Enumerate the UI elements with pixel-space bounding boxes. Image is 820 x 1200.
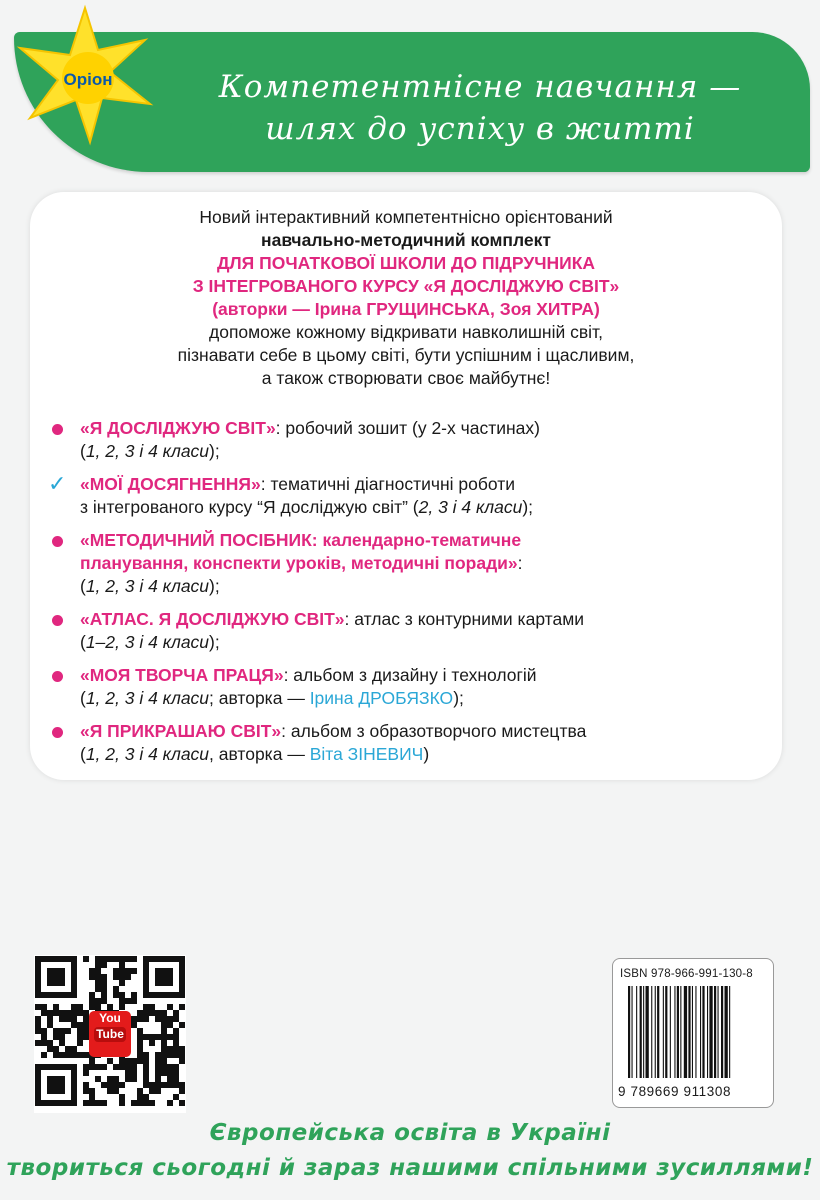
list-item: «АТЛАС. Я ДОСЛІДЖУЮ СВІТ»: атлас з контурними картами (1–2, 3 і 4 класи); — [48, 608, 768, 654]
bullet-icon — [52, 615, 63, 626]
list-item: «МЕТОДИЧНИЙ ПОСІБНИК: календарно-тематичне планування, конспекти уроків, методичні поради»: (1, 2, 3 і 4 класи); — [48, 529, 768, 598]
item-grades: 1, 2, 3 і 4 класи — [85, 744, 210, 764]
item-tail: ) — [423, 744, 430, 764]
logo-text: Оріон — [63, 70, 113, 89]
item-desc: : альбом з образотворчого мистецтва — [281, 721, 587, 741]
slogan-line-2: твориться сьогодні й зараз нашими спільними зусиллями! — [6, 1155, 814, 1181]
intro-line-3: ДЛЯ ПОЧАТКОВОЇ ШКОЛИ ДО ПІДРУЧНИКА — [216, 253, 596, 273]
item-author: Ірина ДРОБЯЗКО — [309, 688, 454, 708]
list-item: «Я ПРИКРАШАЮ СВІТ»: альбом з образотворчого мистецтва (1, 2, 3 і 4 класи, авторка — Віта ЗІНЕВИЧ) — [48, 720, 768, 766]
item-grades: 1, 2, 3 і 4 класи — [85, 688, 210, 708]
page-title — [160, 66, 800, 150]
bullet-icon — [52, 536, 63, 547]
qr-code[interactable] — [34, 955, 186, 1113]
item-desc: : альбом з дизайну і технологій — [283, 665, 537, 685]
list-item: «МОЯ ТВОРЧА ПРАЦЯ»: альбом з дизайну і технологій (1, 2, 3 і 4 класи; авторка — Ірина ДРОБЯЗКО); — [48, 664, 768, 710]
item-colon: : — [517, 553, 523, 573]
isbn-text: ISBN 978-966-991-130-8 — [620, 968, 753, 980]
item-tail: ); — [453, 688, 464, 708]
item-title: «АТЛАС. Я ДОСЛІДЖУЮ СВІТ» — [80, 609, 345, 629]
list-item: «Я ДОСЛІДЖУЮ СВІТ»: робочий зошит (у 2-х частинах) (1, 2, 3 і 4 класи); — [48, 417, 768, 463]
bullet-icon — [52, 424, 63, 435]
title-line-2: шлях до успіху в житті — [265, 111, 695, 147]
item-grades: 1, 2, 3 і 4 класи — [85, 576, 210, 596]
item-tail: ); — [209, 441, 220, 461]
item-desc: : тематичні діагностичні роботи — [260, 474, 516, 494]
list-item — [48, 473, 768, 519]
intro-line-4: З ІНТЕГРОВАНОГО КУРСУ «Я ДОСЛІДЖУЮ СВІТ» — [192, 276, 620, 296]
youtube-badge-top: You — [99, 1011, 121, 1025]
item-tail: ); — [209, 632, 220, 652]
item-mid: , авторка — — [209, 744, 310, 764]
intro-line-8: а також створювати своє майбутнє! — [261, 368, 551, 388]
item-title-line-1: «МЕТОДИЧНИЙ ПОСІБНИК: календарно-тематичне — [80, 530, 522, 550]
orion-logo-star-icon — [10, 0, 160, 150]
item-title: «Я ДОСЛІДЖУЮ СВІТ» — [80, 418, 276, 438]
item-grades: 1–2, 3 і 4 класи — [85, 632, 210, 652]
item-title: «МОЇ ДОСЯГНЕННЯ» — [80, 474, 261, 494]
title-line-1: Компетентнісне навчання — — [218, 69, 742, 105]
item-mid: ; авторка — — [209, 688, 310, 708]
intro-line-2: навчально-методичний комплект — [261, 230, 551, 250]
intro-line-7: пізнавати себе в цьому світі, бути успішним і щасливим, — [177, 345, 635, 365]
intro-text — [30, 206, 782, 390]
intro-line-5: (авторки — Ірина ГРУЩИНСЬКА, Зоя ХИТРА) — [212, 299, 600, 319]
item-tail: ); — [209, 576, 220, 596]
item-tail: ); — [522, 497, 534, 517]
intro-line-6: допоможе кожному відкривати навколишній світ, — [209, 322, 603, 342]
item-desc: : робочий зошит (у 2-х частинах) — [275, 418, 540, 438]
ean-number: 9 789669 911308 — [618, 1084, 732, 1099]
barcode-icon — [628, 986, 760, 1078]
item-desc: : атлас з контурними картами — [344, 609, 585, 629]
item-desc-2: з інтегрованого курсу “Я досліджую світ” ( — [80, 497, 419, 517]
intro-line-1: Новий інтерактивний компетентнісно орієнтований — [199, 207, 613, 227]
item-title: «МОЯ ТВОРЧА ПРАЦЯ» — [80, 665, 284, 685]
product-list — [48, 417, 768, 776]
checkmark-icon: ✓ — [48, 471, 67, 496]
bullet-icon — [52, 671, 63, 682]
youtube-badge-icon — [89, 1011, 131, 1057]
item-grades: 1, 2, 3 і 4 класи — [85, 441, 210, 461]
item-grades: 2, 3 і 4 класи — [418, 497, 523, 517]
bullet-icon — [52, 727, 63, 738]
youtube-badge-bottom: Tube — [94, 1027, 126, 1042]
item-author: Віта ЗІНЕВИЧ — [309, 744, 424, 764]
item-title-line-2: планування, конспекти уроків, методичні поради» — [80, 553, 518, 573]
slogan-line-1: Європейська освіта в Україні — [209, 1120, 611, 1146]
item-title: «Я ПРИКРАШАЮ СВІТ» — [80, 721, 282, 741]
